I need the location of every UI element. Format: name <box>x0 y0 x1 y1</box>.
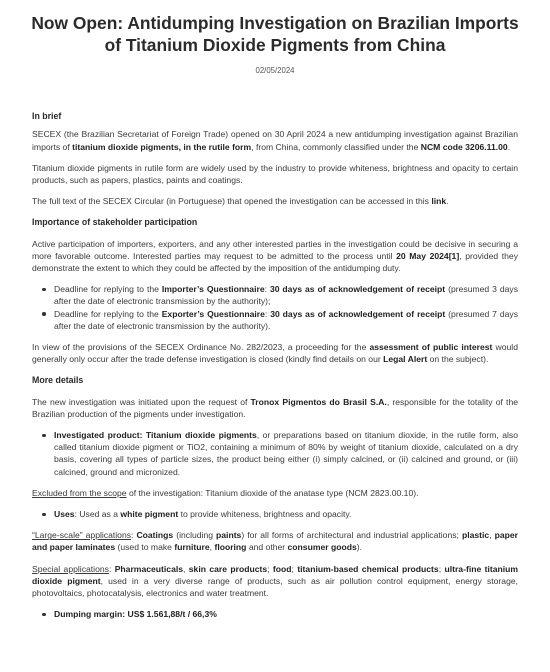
deadline: 30 days as of acknowledgement of receipt <box>269 284 446 295</box>
text: : <box>108 563 115 574</box>
term: flooring <box>214 542 247 553</box>
article-date: 02/05/2024 <box>255 66 295 75</box>
legal-alert-link[interactable]: Legal Alert <box>383 354 428 365</box>
text: ; <box>438 563 445 574</box>
text: , <box>209 542 215 553</box>
article-title: Now Open: Antidumping Investigation on Brazilian Imports of Titanium Dioxide Pigments from China <box>31 13 519 55</box>
term: paints <box>216 530 242 541</box>
text: ; <box>291 563 298 574</box>
term: Pharmaceuticals <box>114 563 184 574</box>
term: Coatings <box>136 530 174 541</box>
text: The new investigation was initiated upon the request of <box>32 396 251 407</box>
text: Deadline for replying to the <box>54 308 162 319</box>
margin-label: Dumping margin: <box>54 609 128 620</box>
margin-list <box>32 608 518 620</box>
term: skin care products <box>188 563 268 574</box>
text: to provide whiteness, brightness and opacity. <box>178 509 352 520</box>
text: (presumed 3 days after the date of electronic transmission by the authority); <box>54 284 518 307</box>
uses-label: Uses <box>54 509 75 520</box>
text: (presumed 7 days after the date of electronic transmission by the authority). <box>54 308 518 331</box>
text: , or preparations based on titanium dioxide, in the rutile form, also called titanium dioxide pigment or TiO2, containing a minimum of 80% by weight of titanium dioxide, calculated on a dry basis, covering all types of particle sizes, the product being either (i) simply calcined, or (ii) calcined and ground, or (iii) calcined, ground and micronized. <box>54 430 518 477</box>
product-list <box>32 429 518 478</box>
term: ultra-fine titanium dioxide pigment <box>32 563 519 586</box>
term: paper and paper laminates <box>32 530 518 553</box>
text: SECEX (the Brazilian Secretariat of Foreign Trade) opened on 30 April 2024 a new antidumping investigation against Brazilian imports of <box>32 129 518 152</box>
paragraph-stakeholder-1 <box>32 238 518 275</box>
circular-link[interactable]: link <box>431 196 447 207</box>
list-item <box>32 508 518 520</box>
text: of the investigation: Titanium dioxide of the anatase type (NCM 2823.00.10). <box>126 487 419 498</box>
paragraph-in-brief-1 <box>32 128 518 152</box>
text: (used to make <box>115 542 175 553</box>
questionnaire-name: Exporter’s Questionnaire <box>161 308 265 319</box>
term: consumer goods <box>287 542 357 553</box>
term: furniture <box>174 542 210 553</box>
white-pigment: white pigment <box>120 509 179 520</box>
deadline: 30 days as of acknowledgement of receipt <box>270 308 446 319</box>
section-heading-stakeholder: Importance of stakeholder participation <box>32 217 198 228</box>
petitioner-name: Tronox Pigmentos do Brasil S.A. <box>250 396 387 407</box>
section-heading-in-brief: In brief <box>32 111 62 122</box>
paragraph-special <box>32 563 518 600</box>
text: , <box>183 563 189 574</box>
text: The full text of the SECEX Circular (in Portuguese) that opened the investigation can be accessed in this <box>32 196 432 207</box>
paragraph-excluded <box>32 487 518 499</box>
text: . <box>446 196 449 207</box>
paragraph-in-brief-3 <box>32 195 518 207</box>
public-interest: assessment of public interest <box>369 342 493 353</box>
text: on the subject). <box>427 354 489 365</box>
text: , <box>489 530 495 541</box>
text: , provided they demonstrate the extent to which they could be affected by the imposition of the antidumping duty. <box>32 250 518 274</box>
term: titanium-based chemical products <box>297 563 439 574</box>
product-highlight: titanium dioxide pigments, in the rutile form <box>72 141 252 152</box>
list-item <box>32 608 518 620</box>
text: ) for all forms of architectural and industrial applications; <box>241 530 462 541</box>
text: , responsible for the totality of the Brazilian production of the pigments under investigation. <box>32 396 519 419</box>
uses-list <box>32 508 518 520</box>
text: : <box>131 530 137 541</box>
paragraph-large-scale <box>32 529 518 553</box>
text: ). <box>356 542 363 553</box>
deadline-list <box>32 283 518 332</box>
questionnaire-name: Importer’s Questionnaire <box>161 284 265 295</box>
text: , from China, commonly classified under the <box>251 141 421 152</box>
term: food <box>272 563 292 574</box>
text: In view of the provisions of the SECEX Ordinance No. 282/2023, a proceeding for the <box>32 342 370 353</box>
term: plastic <box>461 530 490 541</box>
ncm-code: NCM code 3206.11.00 <box>420 141 508 152</box>
text: and other <box>246 542 288 553</box>
paragraph-in-brief-2: Titanium dioxide pigments in rutile form are widely used by the industry to provide whiteness, brightness and opacity to certain products, such as papers, plastics, paints and coatings. <box>32 162 518 186</box>
text: Deadline for replying to the <box>54 284 162 295</box>
list-item <box>32 429 518 478</box>
text: ; <box>267 563 273 574</box>
paragraph-more-details-1 <box>32 396 518 420</box>
text: Active participation of importers, exporters, and any other interested parties in the investigation could be decisive in securing a more favorable outcome. Interested parties may request to be admitted to the process until <box>32 238 518 261</box>
paragraph-stakeholder-2 <box>32 341 518 365</box>
margin-value: US$ 1.561,88/t / 66,3% <box>127 609 217 620</box>
text: , used in a very diverse range of products, such as air pollution control equipment, energy storage, photovoltaics, photocatalysis, electronics and water treatment. <box>32 575 519 599</box>
text: : <box>264 284 270 295</box>
text: : <box>264 308 271 319</box>
text: . <box>507 141 511 152</box>
deadline-date: 20 May 2024[1] <box>396 250 460 261</box>
excluded-label: Excluded from the scope <box>32 487 127 498</box>
large-scale-label: “Large-scale” applications <box>32 530 132 541</box>
product-label: Investigated product: Titanium dioxide pigments <box>54 430 257 441</box>
list-item <box>32 308 518 332</box>
text: : Used as a <box>74 509 121 520</box>
section-heading-more-details: More details <box>32 375 84 386</box>
text: would generally only occur after the trade defense investigation is closed (kindly find details on our <box>32 342 518 365</box>
text: (including <box>173 530 217 541</box>
list-item <box>32 283 518 307</box>
special-label: Special applications <box>32 563 109 574</box>
